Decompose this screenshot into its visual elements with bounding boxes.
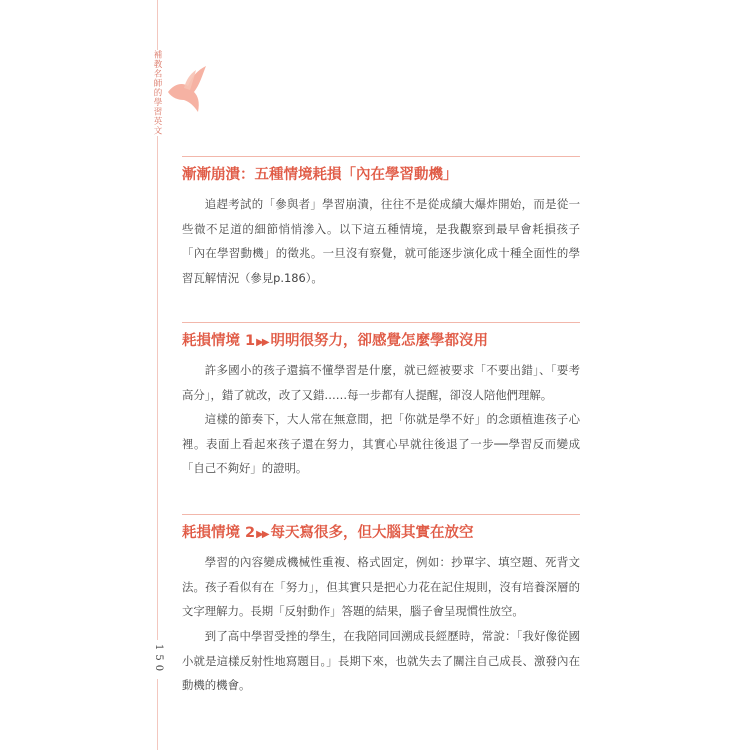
scenario-label: 耗損情境 1	[182, 333, 256, 349]
paragraph: 追趕考試的「參與者」學習崩潰，往往不是從成績大爆炸開始，而是從一些微不足道的細節悄悄滲入。以下這五種情境，是我觀察到最早會耗損孩子「內在學習動機」的徵兆。一旦沒有察覺，就可能逐步演化成十種全面性的學習瓦解情況（參見p.186）。	[182, 197, 580, 285]
section-heading	[182, 523, 580, 545]
section-divider	[182, 322, 580, 323]
scenario-title: 每天寫很多，但大腦其實在放空	[270, 525, 474, 541]
running-head: 補教名師的學習英文	[152, 50, 162, 136]
bird-icon	[164, 62, 208, 118]
paragraph: 學習的內容變成機械性重複、格式固定，例如：抄單字、填空題、死背文法。孩子看似有在「努力」，但其實只是把心力花在記住規則，沒有培養深層的文字理解力。長期「反射動作」答題的結果，腦子會呈現慣性放空。	[182, 555, 580, 618]
double-arrow-icon: ▶▶	[256, 529, 268, 540]
section-heading	[182, 331, 580, 353]
double-arrow-icon: ▶▶	[256, 337, 268, 348]
scenario-title: 明明很努力，卻感覺怎麼學都沒用	[270, 333, 489, 349]
scenario-label: 耗損情境 2	[182, 525, 256, 541]
paragraph: 這樣的節奏下，大人常在無意間，把「你就是學不好」的念頭植進孩子心裡。表面上看起來孩子還在努力，其實心早就往後退了一步──學習反而變成「自己不夠好」的證明。	[182, 412, 580, 475]
section-divider	[182, 514, 580, 515]
paragraph: 到了高中學習受挫的學生，在我陪同回溯成長經歷時，常說：「我好像從國小就是這樣反射性地寫題目。」長期下來，也就失去了關注自己成長、激發內在動機的機會。	[182, 629, 580, 692]
page-number: 150	[150, 640, 164, 679]
section-heading: 漸漸崩潰：五種情境耗損「內在學習動機」	[182, 167, 458, 183]
section-divider	[182, 156, 580, 157]
paragraph: 許多國小的孩子還搞不懂學習是什麼，就已經被要求「不要出錯」、「要考高分」，錯了就改，改了又錯……每一步都有人提醒，卻沒人陪他們理解。	[182, 363, 580, 402]
